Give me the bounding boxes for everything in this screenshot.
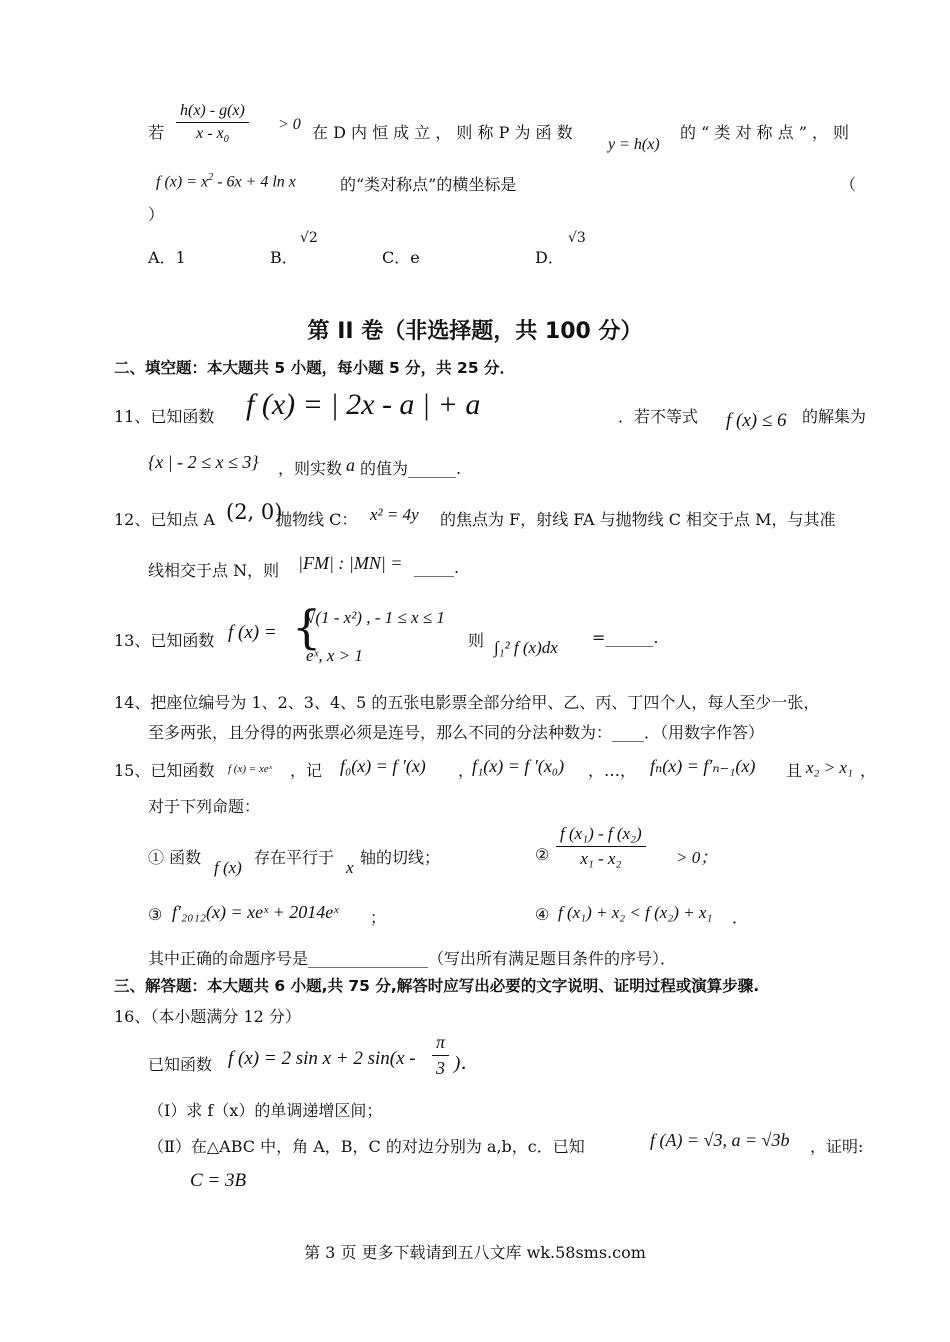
q15-p1-a: ① 函数 (148, 848, 202, 867)
q11-var-a: a (346, 455, 355, 475)
q11-function: f (x) = | 2x - a | + a (246, 388, 481, 421)
q13-intro: 13、已知函数 (114, 631, 215, 650)
q10-func: y = h(x) (608, 136, 660, 153)
q15-p3-b: ； (370, 908, 387, 927)
q12-blank: _____. (414, 558, 460, 577)
q10-option-b: B． (270, 248, 298, 267)
q12-text3: 的焦点为 F，射线 FA 与抛物线 C 相交于点 M，与其准 (440, 510, 836, 529)
q11-intro: 11、已知函数 (114, 407, 215, 426)
page-footer: 第 3 页 更多下载请到五八文库 wk.58sms.com (304, 1243, 646, 1262)
q13-case1: √(1 - x²) , - 1 ≤ x ≤ 1 (306, 608, 445, 627)
q12-parabola: x² = 4y (370, 505, 419, 524)
q16-function: f (x) = 2 sin x + 2 sin(x - (228, 1048, 416, 1069)
q15-comma: ， (458, 761, 475, 780)
q10-fx: f $(x) = x^2 - 6x + 4$ ln x (156, 172, 296, 191)
q15-f1: f₁(x) = f ′(x₀) (472, 756, 565, 776)
q15-intro: 15、已知函数 (114, 761, 215, 780)
section3-heading: 三、解答题：本大题共 6 小题,共 75 分,解答时应写出必要的文字说明、证明过程或演算步骤. (114, 977, 760, 995)
q13-fx: f (x) = (228, 622, 277, 643)
q15-dots: ，…， (588, 761, 637, 780)
q15-text3: ， (860, 761, 877, 780)
part2-title: 第 II 卷（非选择题，共 100 分） (307, 319, 643, 344)
q10-option-d: D． (535, 248, 564, 267)
q16-close: )． (454, 1053, 480, 1074)
q10-inequality: > 0 (278, 116, 301, 133)
q10-text2: 的 “ 类 对 称 点 ” ， 则 (680, 123, 850, 142)
q11-solution-set: {x | - 2 ≤ x ≤ 3} (148, 452, 259, 472)
q15-text2: 且 (786, 761, 803, 780)
q15-p2-fraction: $\frac{\text{f (x₁) - f (x₂)}}{\text{x₁ - x₂}}$ (556, 824, 646, 869)
q16-part2: （Ⅱ）在△ABC 中，角 A，B，C 的对边分别为 a,b，c．已知 (148, 1137, 585, 1156)
q13-case2: eˣ, x > 1 (306, 646, 363, 665)
q15-fn: fₙ(x) = f′ₙ₋₁(x) (650, 756, 756, 776)
q15-p2-a: ② (535, 845, 550, 864)
q15-p4-a: ④ (535, 905, 550, 924)
q10-paren-open: （ (840, 175, 857, 194)
q15-p1-x: x (346, 858, 354, 877)
q10-option-b-value: √2 (300, 230, 318, 246)
q15-p1-b: 存在平行于 (254, 848, 335, 867)
q16-part2b: ，证明: (810, 1137, 864, 1156)
q15-line2: 对于下列命题： (148, 797, 261, 816)
q10-option-a: A．1 (148, 248, 186, 267)
q13-integral: ∫₁² f (x)dx (494, 638, 558, 657)
q11-text4: 的值为______. (360, 459, 462, 478)
q10-text3: 的“类对称点”的横坐标是 (340, 175, 517, 194)
q10-option-c: C．e (382, 248, 420, 267)
q10-paren-close: ） (148, 205, 165, 224)
q15-p1-f: f (x) (214, 858, 242, 877)
q15-cond: x₂ > x₁ (806, 758, 853, 777)
q16-conclusion: C = 3B (190, 1170, 247, 1191)
q15-f0: f₀(x) = f ′(x) (340, 756, 426, 776)
q16-title: 16、（本小题满分 12 分） (114, 1007, 301, 1026)
q12-point: (2, 0) (226, 500, 283, 524)
q12-text2: 抛物线 C： (276, 510, 358, 529)
q12-text4: 线相交于点 N，则 (148, 561, 280, 580)
q15-text1: ，记 (290, 761, 323, 780)
q13-text: 则 (468, 631, 485, 650)
q15-answer: 其中正确的命题序号是_______________（写出所有满足题目条件的序号）． (148, 949, 677, 968)
q15-p2-b: > 0； (676, 848, 718, 867)
q12-text1: 12、已知点 A (114, 510, 216, 529)
q15-p4-b: ． (732, 908, 749, 927)
q11-text2: 的解集为 (802, 407, 867, 426)
q14-line2: 至多两张，且分得的两张票必须是连号，那么不同的分法种数为：____．（用数字作答） (148, 723, 765, 742)
section2-heading: 二、填空题：本大题共 5 小题，每小题 5 分，共 25 分． (114, 359, 516, 377)
q13-brace: { (292, 600, 322, 654)
q15-p4: f (x₁) + x₂ < f (x₂) + x₁ (558, 903, 713, 922)
q10-text1: 在 D 内 恒 成 立 ， 则 称 P 为 函 数 (312, 123, 573, 142)
q15-fx: f (x) = xeˣ (228, 763, 272, 775)
q10-option-d-value: √3 (568, 230, 586, 246)
q15-p3: f′₂₀₁₂(x) = xeˣ + 2014eˣ (172, 902, 339, 922)
q10-fraction: $\frac{h(x) - g(x)}{x - x_0}$ (176, 102, 249, 145)
q14-line1: 14、把座位编号为 1、2、3、4、5 的五张电影票全部分给甲、乙、丙、丁四个人，每人至少一张， (114, 693, 820, 712)
q10-prefix: 若 (148, 123, 165, 142)
q16-text1: 已知函数 (148, 1055, 213, 1074)
q12-ratio: |FM| : |MN| = (298, 553, 403, 573)
q16-pi-over-3: $\frac{\pi}{3}$ (432, 1032, 449, 1079)
q15-p1-c: 轴的切线； (360, 848, 441, 867)
q16-part1: （Ⅰ）求 f（x）的单调递增区间； (148, 1101, 383, 1120)
q11-text1: ．若不等式 (618, 407, 699, 426)
q11-inequality: f (x) ≤ 6 (726, 410, 787, 431)
q16-condition: f (A) = √3, a = √3b (650, 1130, 790, 1150)
q11-text3: ，则实数 (278, 459, 343, 478)
q15-p3-a: ③ (148, 905, 163, 924)
q13-blank: =______. (592, 628, 659, 647)
